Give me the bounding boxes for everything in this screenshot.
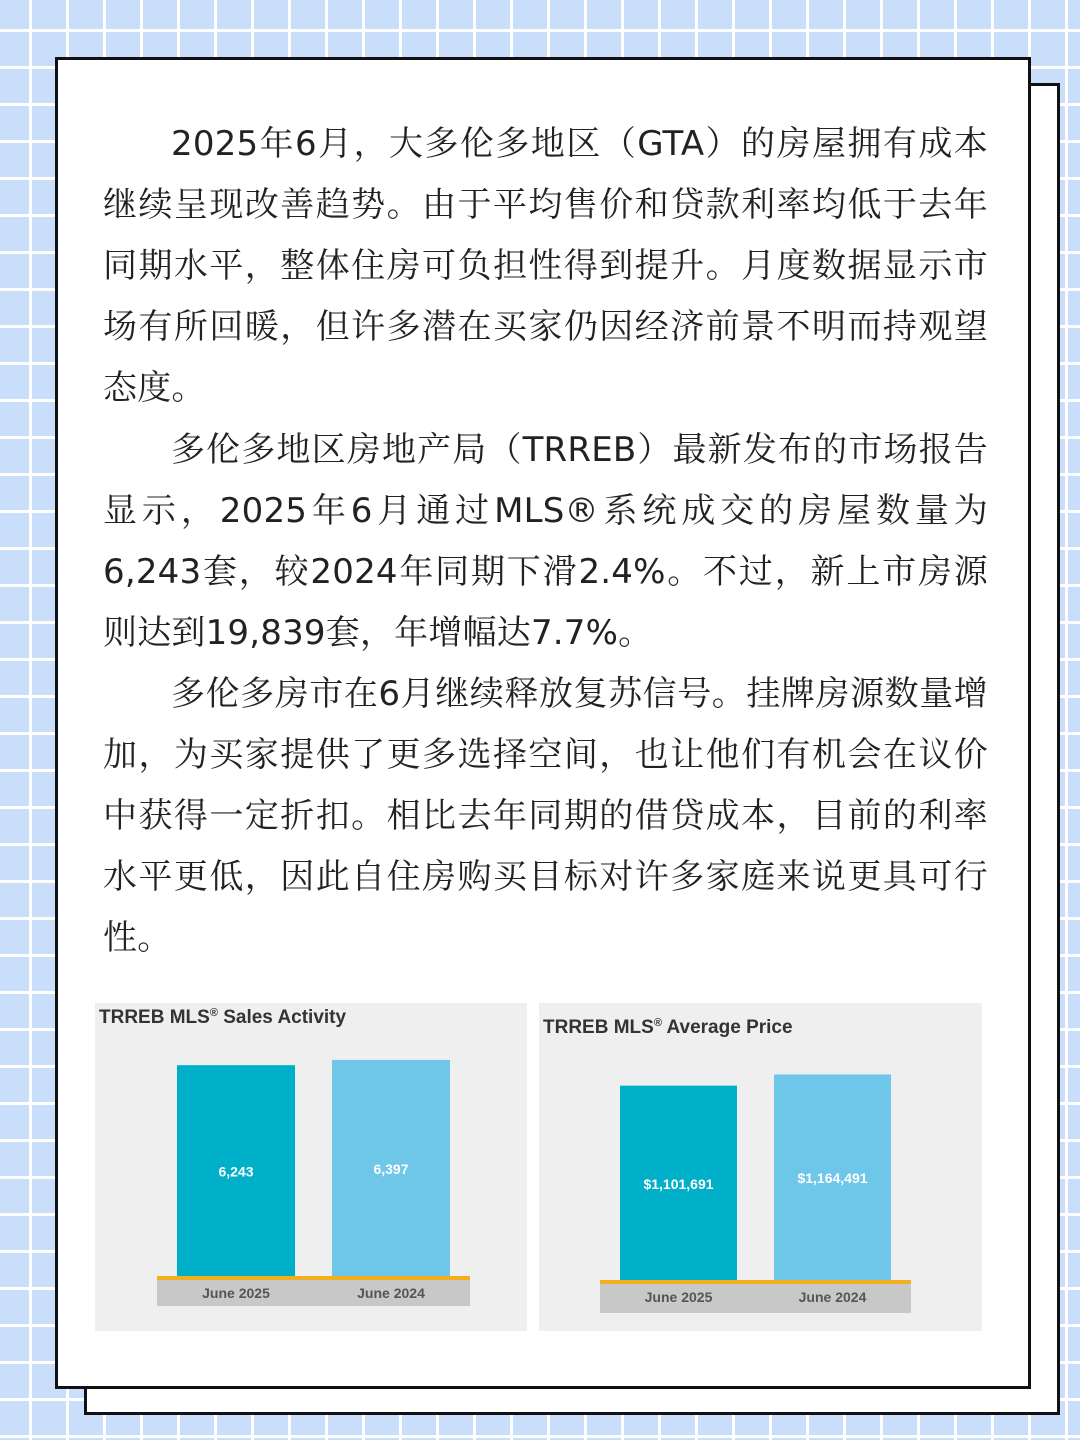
paragraph-3: 多伦多房市在6月继续释放复苏信号。挂牌房源数量增加，为买家提供了更多选择空间，也让他们有机会在议价中获得一定折扣。相比去年同期的借贷成本，目前的利率水平更低，因此自住房购买目标对许多家庭来说更具可行性。 [103, 674, 988, 958]
chart-title: TRREB MLS® Sales Activity [99, 1007, 347, 1028]
plot-area [157, 1060, 470, 1306]
value-label: $1,164,491 [797, 1170, 868, 1187]
paragraph-2: 多伦多地区房地产局（TRREB）最新发布的市场报告显示，2025年6月通过MLS®系统成交的房屋数量为6,243套，较2024年同期下滑2.4%。不过，新上市房源则达到19,839套，年增幅达7.7%。 [103, 430, 988, 653]
value-label: 6,243 [218, 1163, 254, 1180]
baseline [157, 1276, 470, 1280]
sales-activity-chart [95, 1003, 527, 1331]
chart-title: TRREB MLS® Average Price [543, 1017, 793, 1038]
paragraph-1: 2025年6月，大多伦多地区（GTA）的房屋拥有成本继续呈现改善趋势。由于平均售价和贷款利率均低于去年同期水平，整体住房可负担性得到提升。月度数据显示市场有所回暖，但许多潜在买家仍因经济前景不明而持观望态度。 [103, 124, 988, 408]
baseline [600, 1280, 911, 1284]
average-price-chart [539, 1003, 982, 1331]
value-label: 6,397 [373, 1160, 409, 1177]
plot-area [600, 1074, 911, 1313]
article-card [55, 57, 1031, 1389]
category-label: June 2025 [202, 1285, 270, 1301]
category-label: June 2024 [798, 1289, 867, 1305]
category-label: June 2025 [644, 1289, 713, 1305]
average-price-chart-svg [539, 1003, 982, 1331]
sales-activity-chart-svg [95, 1003, 527, 1331]
value-label: $1,101,691 [643, 1175, 714, 1192]
category-label: June 2024 [357, 1285, 425, 1301]
